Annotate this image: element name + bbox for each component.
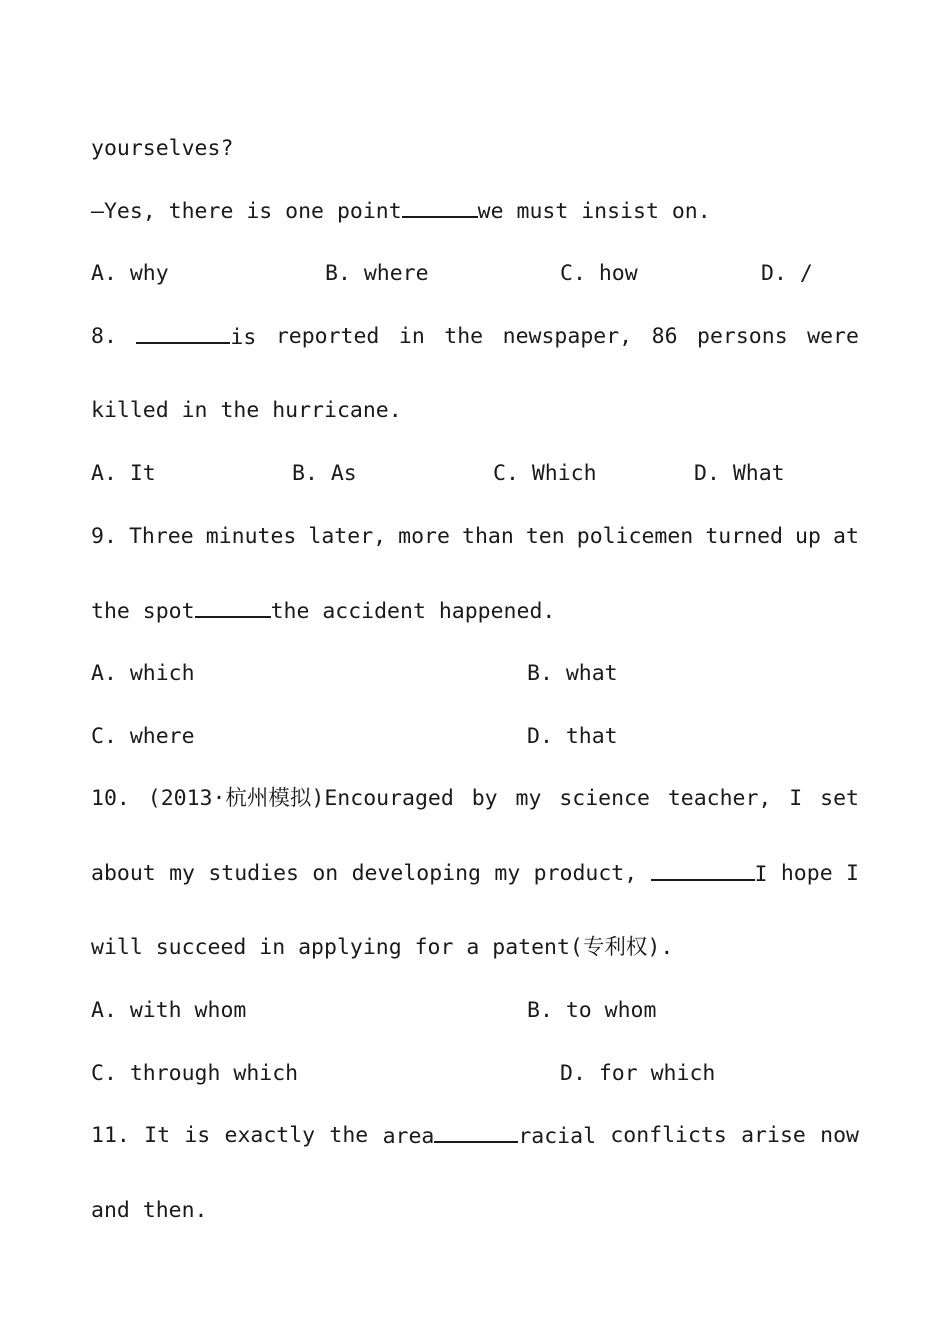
- q10-word: (2013·杭州模拟)Encouraged: [147, 786, 454, 811]
- q11-line2: and then.: [91, 1198, 208, 1223]
- q10-line1: [91, 784, 859, 814]
- q11-line1: [91, 1121, 859, 1152]
- q7-blank: [402, 196, 478, 218]
- q10-word: my: [515, 786, 542, 811]
- q8-word: newspaper,: [502, 324, 633, 349]
- q10-word: on: [312, 861, 339, 886]
- q8-word: the: [444, 324, 484, 349]
- q11-area-blank: area racial: [383, 1121, 596, 1152]
- q9-option-b: B. what: [527, 661, 618, 686]
- q9-word: at: [833, 524, 859, 549]
- q10-word: developing: [351, 861, 482, 886]
- q7-option-c: C. how: [560, 261, 638, 286]
- q10-word: my: [169, 861, 195, 886]
- q9-option-d: D. that: [527, 724, 618, 749]
- q11-word: exactly: [224, 1123, 316, 1148]
- q11-blank: [434, 1121, 518, 1143]
- q7-option-a: A. why: [91, 261, 169, 286]
- q9-line1: [91, 522, 859, 552]
- q8-number: 8.: [91, 324, 117, 349]
- q10-word: by: [471, 786, 498, 811]
- q11-word: arise: [741, 1123, 806, 1148]
- q9-option-c: C. where: [91, 724, 195, 749]
- q9-option-a: A. which: [91, 661, 195, 686]
- q9-number: 9.: [91, 524, 117, 549]
- q10-word: studies: [208, 861, 299, 886]
- q9-word: up: [795, 524, 821, 549]
- q8-option-a: A. It: [91, 461, 156, 486]
- q8-word: reported: [275, 324, 380, 349]
- q10-blank: [651, 859, 755, 881]
- q8-word: 86: [651, 324, 678, 349]
- q9-word: more: [398, 524, 450, 549]
- q10-word: set: [820, 786, 859, 811]
- q7-option-d: D. /: [761, 261, 813, 286]
- q8-option-b: B. As: [292, 461, 357, 486]
- q7-text-a: —Yes, there is one point: [91, 199, 402, 224]
- q8-word: were: [807, 324, 859, 349]
- q9-word: later,: [308, 524, 387, 549]
- q10-word: product,: [533, 861, 638, 886]
- q9-word: Three: [128, 524, 194, 549]
- q9-text-a: the spot: [91, 599, 195, 624]
- q11-word: conflicts: [610, 1123, 727, 1148]
- q10-word: I: [789, 786, 803, 811]
- q10-blank-word: I: [651, 859, 768, 890]
- q8-line1: [91, 322, 859, 353]
- q8-word: persons: [697, 324, 788, 349]
- q10-line3: will succeed in applying for a patent(专利权).: [91, 935, 674, 960]
- q9-word: turned: [705, 524, 783, 549]
- q10-line2: [91, 859, 859, 890]
- q10-number: 10.: [91, 786, 130, 811]
- q8-word: in: [398, 324, 425, 349]
- q9-word: ten: [525, 524, 565, 549]
- q8-option-d: D. What: [694, 461, 785, 486]
- q11-number: 11.: [91, 1123, 130, 1148]
- q8-stem-start: is: [136, 322, 256, 353]
- q10-option-d: D. for which: [560, 1061, 716, 1086]
- q9-blank: [195, 596, 271, 618]
- q10-option-b: B. to whom: [527, 998, 657, 1023]
- q7-line2: [91, 196, 711, 227]
- q10-word: my: [494, 861, 521, 886]
- q8-line2: killed in the hurricane.: [91, 398, 402, 423]
- q9-word: policemen: [576, 524, 694, 549]
- q11-word: It: [144, 1123, 171, 1148]
- q11-word: now: [820, 1123, 859, 1148]
- q9-text-b: the accident happened.: [270, 599, 556, 624]
- q10-word: teacher,: [667, 786, 772, 811]
- q10-option-c: C. through which: [91, 1061, 299, 1086]
- q10-option-a: A. with whom: [91, 998, 247, 1023]
- q10-word: hope: [780, 861, 833, 886]
- q9-word: than: [462, 524, 514, 549]
- q7-option-b: B. where: [325, 261, 429, 286]
- q8-option-c: C. Which: [493, 461, 597, 486]
- q9-line2: [91, 596, 555, 627]
- q11-word: is: [184, 1123, 211, 1148]
- q7-text-b: we must insist on.: [477, 199, 711, 224]
- q8-blank: [136, 322, 230, 344]
- q10-word: I: [846, 861, 859, 886]
- q10-word: science: [559, 786, 650, 811]
- q7-line1: yourselves?: [91, 136, 234, 161]
- q9-word: minutes: [205, 524, 297, 549]
- q10-word: about: [91, 861, 156, 886]
- q11-word: the: [329, 1123, 369, 1148]
